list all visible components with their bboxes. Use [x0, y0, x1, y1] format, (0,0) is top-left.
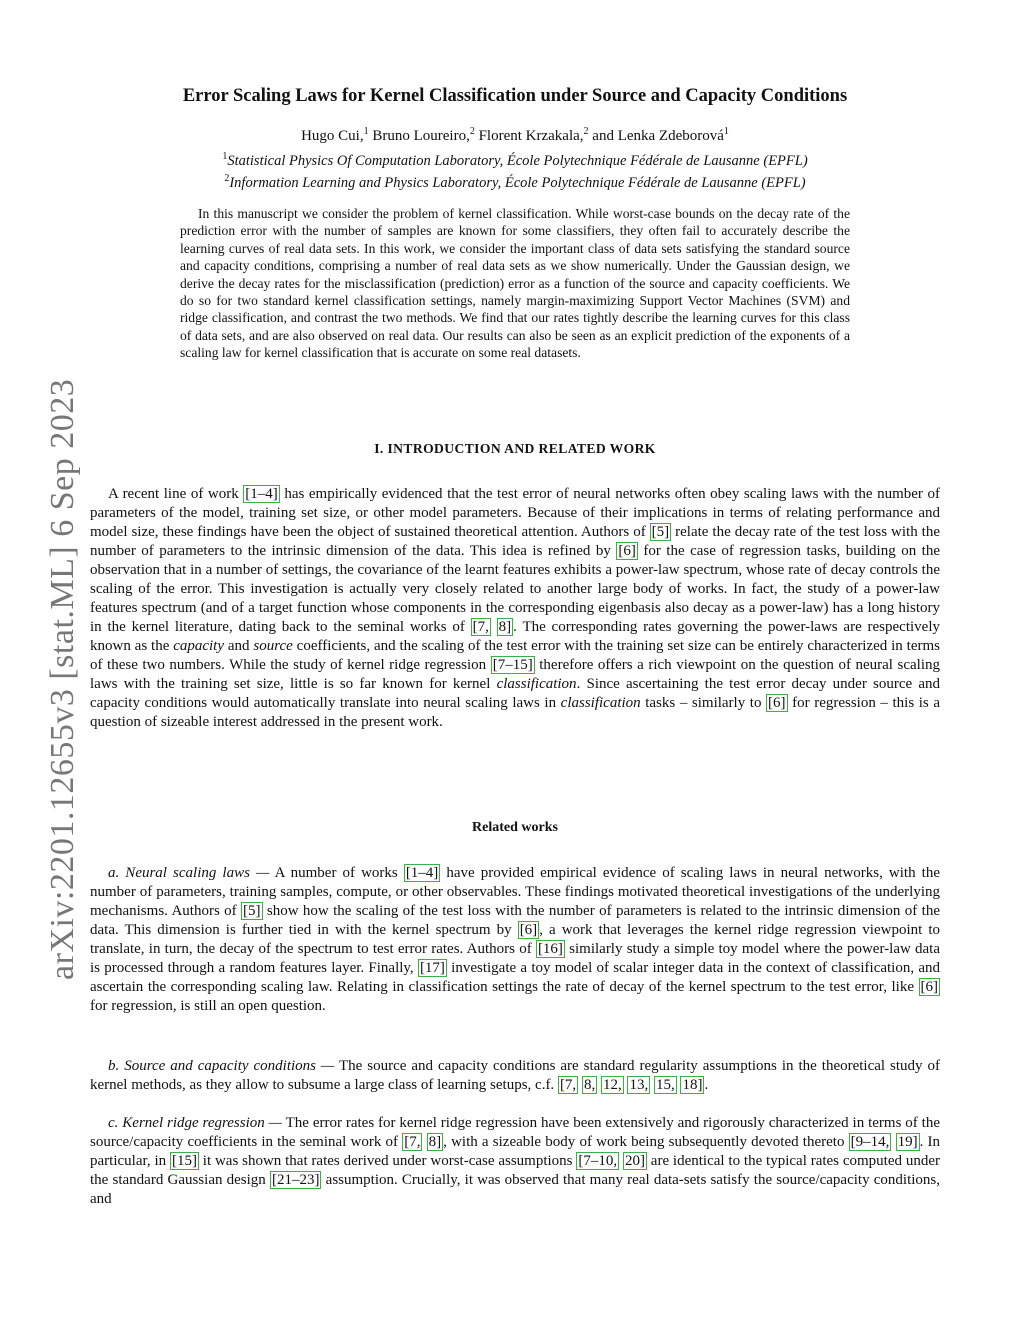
citation-link[interactable]: [16]	[537, 941, 563, 957]
author: Florent Krzakala,$^2$	[478, 126, 589, 144]
citation-link[interactable]: 15,	[655, 1077, 675, 1093]
citation-link[interactable]: [7–15]	[492, 657, 533, 673]
citation-link[interactable]: [15]	[171, 1153, 197, 1169]
citation-link[interactable]: [17]	[419, 960, 445, 976]
related-paragraph-neural-scaling: a. Neural scaling laws — A number of works [1–4] have provided empirical evidence of scaling laws in neural networks, with the number of parameters, training samples, compute, or other observables. These findings motivated theoretical investigations of the underlying mechanisms. Authors of [5] show how the scaling of the test loss with the number of parameters is related to the intrinsic dimension of the data. This dimension is further tied in with the kernel spectrum by [6] , a work that leverages the kernel ridge regression viewpoint to translate, in turn, the decay of the spectrum to test error rates. Authors of [16] similarly study a simple toy model where the power-law data is processed through a random features layer. Finally, [17] investigate a toy model of scalar integer data in the context of classification, and ascertain the corresponding scaling law. Relating in classification settings the rate of decay of the kernel spectrum to the test error, like [6] for regression, is still an open question.	[90, 865, 941, 1014]
citation-link[interactable]: [5]	[243, 903, 261, 919]
citation-link[interactable]: 8]	[498, 619, 512, 635]
citation-link[interactable]: [6]	[618, 543, 636, 559]
citation-link[interactable]: 8,	[583, 1077, 596, 1093]
citation-link[interactable]: [7–10,	[578, 1153, 618, 1169]
citation-link[interactable]: [1–4]	[405, 865, 439, 881]
citation-link[interactable]: 19]	[897, 1134, 918, 1150]
citation-link[interactable]: [9–14,	[850, 1134, 890, 1150]
citation-link[interactable]: [7,	[472, 619, 489, 635]
citation-link[interactable]: [6]	[920, 979, 938, 995]
paper-title: Error Scaling Laws for Kernel Classification under Source and Capacity Conditions	[182, 86, 848, 106]
related-paragraph-kernel-ridge: c. Kernel ridge regression — The error rates for kernel ridge regression have been extensively and rigorously characterized in terms of the source/capacity coefficients in the seminal work of [7, 8] , with a sizeable body of work being subsequently devoted thereto [9–14, 19] . In particular, in [15] it was shown that rates derived under worst-case assumptions [7–10, 20] are identical to the typical rates computed under the standard Gaussian design [21–23] assumption. Crucially, it was observed that many real data-sets satisfy the source/capacity conditions, and	[90, 1115, 941, 1207]
citation-link[interactable]: [21–23]	[271, 1172, 320, 1188]
affiliation-1: $^1$Statistical Physics Of Computation Laboratory, École Polytechnique Fédérale de Lausanne (EPFL)	[222, 151, 808, 169]
author: and Lenka Zdeborová$^1$	[592, 126, 729, 144]
citation-link[interactable]: [6]	[519, 922, 538, 938]
author-list	[90, 128, 940, 145]
affiliation-2: $^2$Information Learning and Physics Laboratory, École Polytechnique Fédérale de Lausanne (EPFL)	[224, 173, 806, 191]
citation-link[interactable]: 18]	[682, 1077, 703, 1093]
citation-link[interactable]: 12,	[602, 1077, 622, 1093]
intro-paragraph: A recent line of work [1–4] has empirically evidenced that the test error of neural networks often obey scaling laws with the number of parameters of the model, training set size, or other model parameters. Because of their implications in terms of relating performance and model size, these findings have been the object of sustained theoretical attention. Authors of [5] relate the decay rate of the test loss with the number of parameters to the intrinsic dimension of the data. This idea is refined by [6] for the case of regression tasks, building on the observation that in a number of settings, the covariance of the learnt features exhibits a power-law spectrum, whose rate of decay controls the scaling of the error. This investigation is actually very closely related to another large body of works. In fact, the study of a power-law features spectrum (and of a target function whose components in the corresponding eigenbasis also decay as a power-law) has a long history in the kernel literature, dating back to the seminal works of [7, 8] . The corresponding rates governing the power-laws are respectively known as the capacity and source coefficients, and the scaling of the test error with the training set size can be entirely characterized in terms of these two numbers. While the study of kernel ridge regression [7–15] therefore offers a rich viewpoint on the question of neural scaling laws with the training set size, little is so far known for kernel classification. Since ascertaining the test error decay under source and capacity conditions would automatically translate into neural scaling laws in classification tasks – similarly to [6] for regression – this is a question of sizeable interest addressed in the present work.	[90, 486, 940, 730]
arxiv-identifier[interactable]: arXiv:2201.12655v3 [stat.ML] 6 Sep 2023	[44, 378, 81, 980]
citation-link[interactable]: [5]	[651, 524, 670, 540]
related-works-heading: Related works	[472, 820, 558, 835]
section-heading-introduction: I. INTRODUCTION AND RELATED WORK	[374, 441, 656, 456]
citation-link[interactable]: 13,	[629, 1077, 649, 1093]
citation-link[interactable]: [1–4]	[245, 486, 278, 502]
citation-link[interactable]: [7,	[559, 1077, 577, 1093]
abstract: In this manuscript we consider the problem of kernel classification. While worst-case bounds on the decay rate of the prediction error with the number of samples are known for some classifiers, they often fail to accurately describe the learning curves of real data sets. In this work, we consider the important class of data sets satisfying the standard source and capacity conditions, comprising a number of real data sets as we show numerically. Under the Gaussian design, we derive the decay rates for the misclassification (prediction) error as a function of the source and capacity coefficients. We do so for two standard kernel classification settings, namely margin-maximizing Support Vector Machines (SVM) and ridge classification, and contrast the two methods. We find that our rates tightly describe the learning curves for this class of data sets, and are also observed on real data. Our results can also be seen as an explicit prediction of the exponents of a scaling law for kernel classification that is accurate on some real datasets.	[180, 206, 850, 361]
citation-link[interactable]: 20]	[624, 1153, 645, 1169]
author: Hugo Cui,$^1$	[301, 126, 369, 144]
related-paragraph-source-capacity: b. Source and capacity conditions — The source and capacity conditions are standard regularity assumptions in the theoretical study of kernel methods, as they allow to subsume a large class of learning setups, c.f. [7, 8, 12, 13, 15, 18] .	[90, 1058, 940, 1093]
author: Bruno Loureiro,$^2$	[372, 126, 475, 144]
citation-link[interactable]: [7,	[404, 1134, 421, 1150]
citation-link[interactable]: [6]	[768, 695, 786, 711]
citation-link[interactable]: 8]	[428, 1134, 442, 1150]
